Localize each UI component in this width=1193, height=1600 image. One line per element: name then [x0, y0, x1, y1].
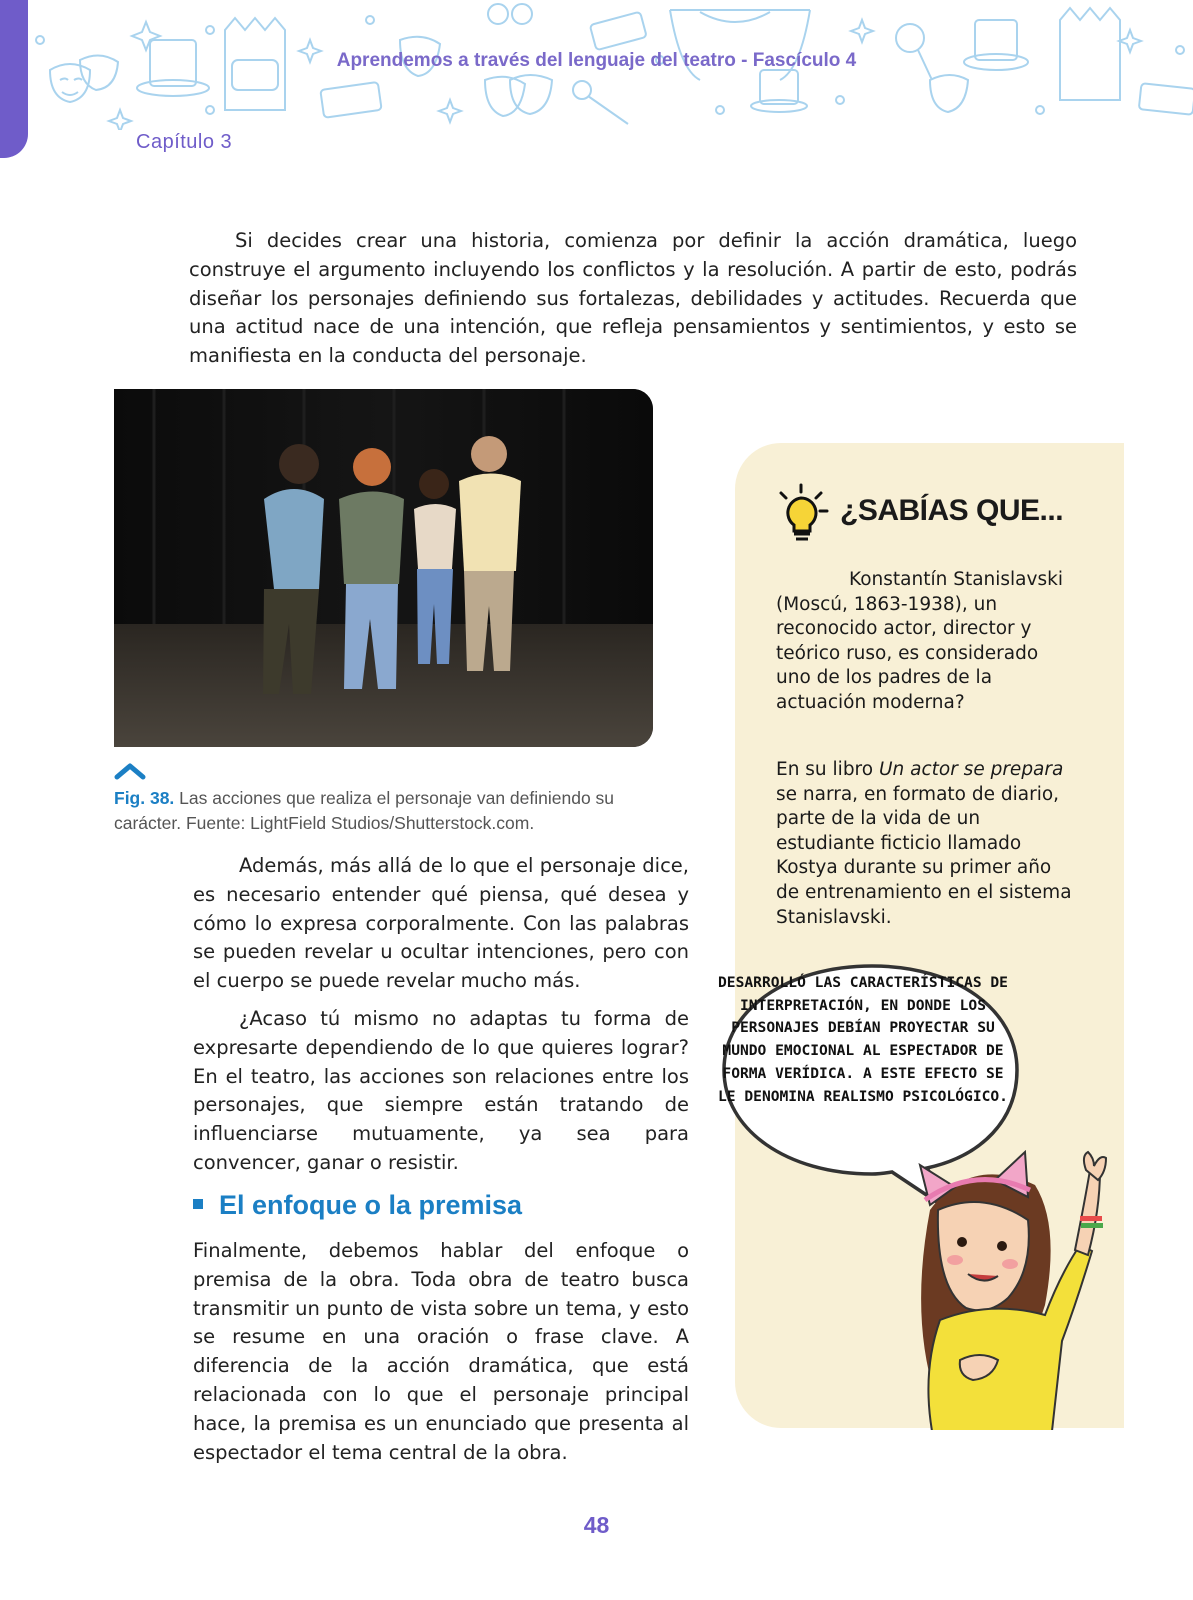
sidebar-title: ¿SABÍAS QUE... [840, 494, 1064, 527]
chevron-up-icon [114, 762, 146, 780]
section-title: El enfoque o la premisa [219, 1190, 523, 1220]
chapter-tab [0, 0, 28, 158]
header-title: Aprendemos a través del lenguaje del teatro - Fascículo 4 [336, 50, 857, 71]
intro-paragraph: Si decides crear una historia, comienza por definir la acción dramática, luego construye el argumento incluyendo los conflictos y la resolución. A partir de esto, podrás diseñar los personajes definiendo sus fortalezas, debilidades y actitudes. Recuerda que una actitud nace de una intención, que refleja pensamientos y sentimientos, y esto se manifiesta en la conducta del personaje. [189, 229, 1077, 368]
chapter-label: Capítulo 3 [136, 131, 233, 153]
speech-bubble-text: DESARROLLÓ LAS CARACTERÍSTICAS DE INTERPRETACIÓN, EN DONDE LOS PERSONAJES DEBÍAN PROYECTAR SU MUNDO EMOCIONAL AL ESPECTADOR DE FORMA VERÍDICA. A ESTE EFECTO SE LE DENOMINA REALISMO PSICOLÓGICO. [718, 974, 1008, 1105]
sidebar-paragraph-1: Konstantín Stanislavski (Moscú, 1863-1938), un reconocido actor, director y teórico ruso, es considerado uno de los padres de la actuación moderna? [776, 569, 1063, 713]
section-heading [193, 1190, 522, 1221]
figure-caption [114, 786, 674, 836]
figure-photo [114, 389, 653, 747]
figure-label: Fig. 38. [114, 788, 175, 808]
bullet-square-icon [193, 1199, 203, 1209]
sidebar-paragraph-2 [776, 758, 1076, 930]
paragraph-body-2: ¿Acaso tú mismo no adaptas tu forma de expresarte dependiendo de lo que quieres lograr? En el teatro, las acciones son relaciones entre los personajes, que siempre están tratando de influenciarse mutuamente, ya sea para convencer, ganar o resistir. [193, 1007, 689, 1174]
girl-illustration-icon [900, 1150, 1125, 1430]
paragraph-body-3: Finalmente, debemos hablar del enfoque o premisa de la obra. Toda obra de teatro busca transmitir un punto de vista sobre un tema, y esto se resume en una oración o frase clave. A diferencia de la acción dramática, que está relacionada con lo que el personaje principal hace, la premisa es un enunciado que presenta al espectador el tema central de la obra. [193, 1239, 689, 1464]
page-number: 48 [583, 1512, 610, 1538]
sidebar-text-suffix: se narra, en formato de diario, parte de la vida de un estudiante ficticio llamado Kostya durante su primer año de entrenamiento en el sistema Stanislavski. [776, 783, 1072, 928]
light-bulb-icon [773, 483, 835, 545]
figure-caption-text: Las acciones que realiza el personaje van definiendo su carácter. Fuente: LightField Studios/Shutterstock.com. [114, 788, 615, 833]
book-title: Un actor se prepara [878, 759, 1064, 780]
sidebar-text-prefix: En su libro [776, 759, 879, 780]
actors-stage-image [114, 389, 653, 747]
page-header [0, 0, 1193, 130]
paragraph-body-1: Además, más allá de lo que el personaje dice, es necesario entender qué piensa, qué desea y cómo lo expresa corporalmente. Con las palabras se pueden revelar u ocultar intenciones, pero con el cuerpo se puede revelar mucho más. [193, 854, 689, 993]
